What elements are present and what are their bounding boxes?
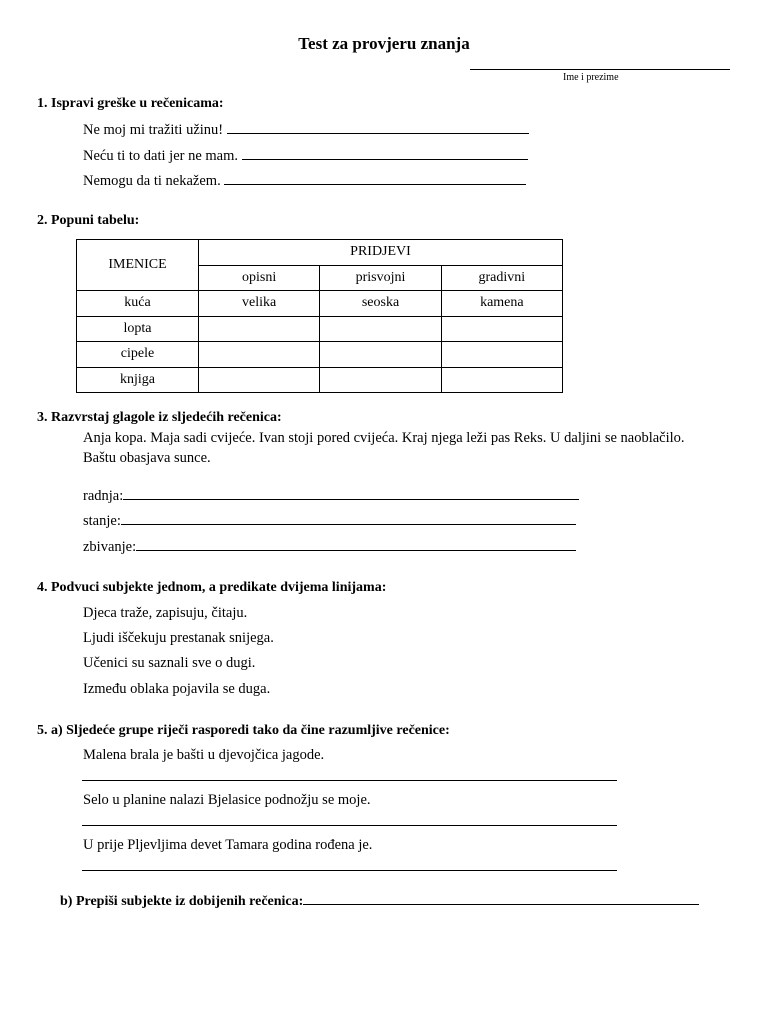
name-caption: Ime i prezime [563, 72, 619, 83]
q4-sentence-3: Učenici su saznali sve o dugi. [83, 655, 256, 671]
q5b-heading: b) Prepiši subjekte iz dobijenih rečenica: [60, 894, 304, 909]
q4-sentence-2: Ljudi iščekuju prestanak snijega. [83, 630, 274, 646]
table-row [77, 291, 563, 317]
q3-answer-line-stanje[interactable] [121, 512, 576, 525]
table-header-adjectives: PRIDJEVI [199, 240, 563, 266]
table-subheader-opisni: opisni [199, 265, 320, 291]
q3-text-line-1: Anja kopa. Maja sadi cvijeće. Ivan stoji pored cvijeća. Kraj njega leži pas Reks. U daljini se naoblačilo. [83, 430, 685, 446]
q5-answer-line-2[interactable] [82, 825, 617, 826]
name-line[interactable] [470, 69, 730, 70]
table-cell: kamena [441, 291, 562, 317]
q3-label-radnja: radnja: [83, 488, 124, 504]
table-subheader-gradivni: gradivni [441, 265, 562, 291]
q4-sentence-1: Djeca traže, zapisuju, čitaju. [83, 605, 248, 621]
q1-heading: 1. Ispravi greške u rečenicama: [37, 96, 224, 111]
table-cell-blank[interactable] [199, 342, 320, 368]
q3-text-line-2: Baštu obasjava sunce. [83, 450, 211, 466]
q5b-row [60, 892, 699, 910]
q5-answer-line-1[interactable] [82, 780, 617, 781]
table-cell-blank[interactable] [320, 367, 441, 393]
table-cell: kuća [77, 291, 199, 317]
page-title: Test za provjeru znanja [298, 34, 470, 53]
table-cell-blank[interactable] [320, 316, 441, 342]
table-row [77, 316, 563, 342]
q3-label-stanje: stanje: [83, 513, 121, 529]
q5b-answer-line[interactable] [303, 892, 699, 905]
q1-answer-line-1[interactable] [227, 121, 529, 134]
q5-group-1: Malena brala je bašti u djevojčica jagode. [83, 747, 325, 763]
table-cell-blank[interactable] [199, 316, 320, 342]
q3-answer-line-radnja[interactable] [123, 487, 579, 500]
table-cell: lopta [77, 316, 199, 342]
table-cell-blank[interactable] [320, 342, 441, 368]
table-cell-blank[interactable] [199, 367, 320, 393]
q3-answer-line-zbivanje[interactable] [136, 538, 576, 551]
q2-heading: 2. Popuni tabelu: [37, 213, 140, 228]
table-cell-blank[interactable] [441, 367, 562, 393]
table-cell-blank[interactable] [441, 342, 562, 368]
q1-sentence-2 [83, 147, 528, 165]
q3-row-stanje [83, 512, 576, 530]
table-row [77, 367, 563, 393]
table-cell: velika [199, 291, 320, 317]
q3-row-radnja [83, 487, 579, 505]
q3-heading: 3. Razvrstaj glagole iz sljedećih rečenica: [37, 410, 282, 425]
table-cell: cipele [77, 342, 199, 368]
q3-row-zbivanje [83, 538, 576, 556]
table-cell: knjiga [77, 367, 199, 393]
q4-sentence-4: Između oblaka pojavila se duga. [83, 681, 271, 697]
table-subheader-prisvojni: prisvojni [320, 265, 441, 291]
table-cell: seoska [320, 291, 441, 317]
q1-sentence-1-text: Ne moj mi tražiti užinu! [83, 122, 224, 138]
table-row [77, 342, 563, 368]
table-cell-blank[interactable] [441, 316, 562, 342]
q1-sentence-3-text: Nemogu da ti nekažem. [83, 173, 221, 189]
q5-group-3: U prije Pljevljima devet Tamara godina rođena je. [83, 837, 373, 853]
q3-label-zbivanje: zbivanje: [83, 539, 137, 555]
q1-sentence-1 [83, 121, 529, 139]
q4-heading: 4. Podvuci subjekte jednom, a predikate dvijema linijama: [37, 580, 387, 595]
q1-sentence-2-text: Neću ti to dati jer ne mam. [83, 148, 239, 164]
adjectives-table [76, 239, 563, 393]
q5-group-2: Selo u planine nalazi Bjelasice podnožju se moje. [83, 792, 371, 808]
q1-answer-line-2[interactable] [242, 147, 528, 160]
table-header-nouns: IMENICE [77, 240, 199, 291]
q5a-heading: 5. a) Sljedeće grupe riječi rasporedi tako da čine razumljive rečenice: [37, 723, 450, 738]
q1-answer-line-3[interactable] [224, 172, 526, 185]
q1-sentence-3 [83, 172, 526, 190]
q5-answer-line-3[interactable] [82, 870, 617, 871]
